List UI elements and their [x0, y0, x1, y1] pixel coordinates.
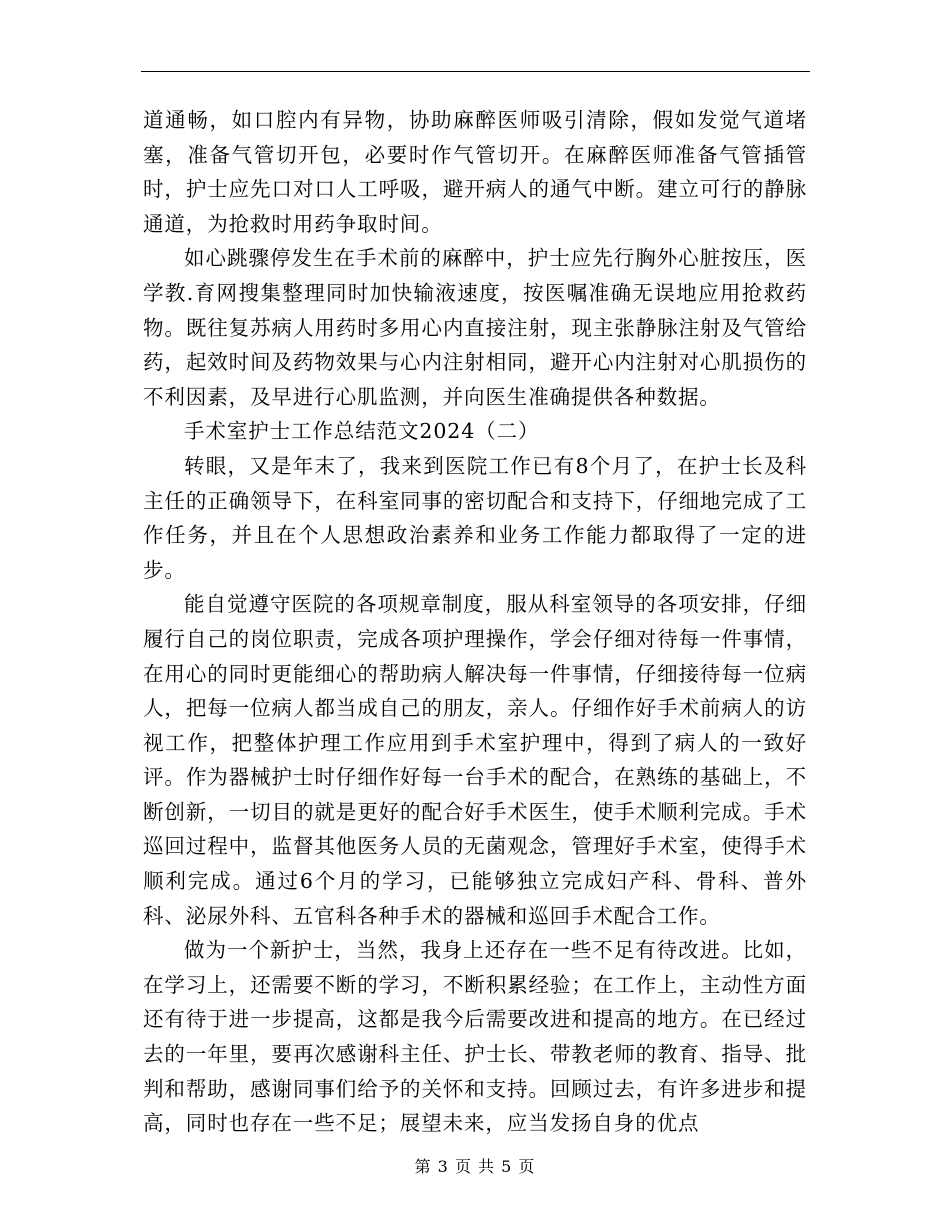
paragraph-continued: 道通畅，如口腔内有异物，协助麻醉医师吸引清除，假如发觉气道堵塞，准备气管切开包，必要时作气管切开。在麻醉医师准备气管插管时，护士应先口对口人工呼吸，避开病人的通气中断。建立可行的静脉通道，为抢救时用药争取时间。 [143, 108, 807, 236]
paragraph-duties: 能自觉遵守医院的各项规章制度，服从科室领导的各项安排，仔细履行自己的岗位职责，完成各项护理操作，学会仔细对待每一件事情，在用心的同时更能细心的帮助病人解决每一件事情，仔细接待每一位病人，把每一位病人都当成自己的朋友，亲人。仔细作好手术前病人的访视工作，把整体护理工作应用到手术室护理中，得到了病人的一致好评。作为器械护士时仔细作好每一台手术的配合，在熟练的基础上，不断创新，一切目的就是更好的配合好手术医生，使手术顺利完成。手术巡回过程中，监督其他医务人员的无菌观念，管理好手术室，使得手术顺利完成。通过6个月的学习，已能够独立完成妇产科、骨科、普外科、泌尿外科、五官科各种手术的器械和巡回手术配合工作。 [143, 592, 807, 928]
header-rule [141, 71, 810, 72]
page-number-footer: 第 3 页 共 5 页 [414, 1157, 536, 1176]
paragraph-cardiac-arrest: 如心跳骤停发生在手术前的麻醉中，护士应先行胸外心脏按压，医学教.育网搜集整理同时加快输液速度，按医嘱准确无误地应用抢救药物。既往复苏病人用药时多用心内直接注射，现主张静脉注射及气管给药，起效时间及药物效果与心内注射相同，避开心内注射对心肌损伤的不利因素，及早进行心肌监测，并向医生准确提供各种数据。 [143, 246, 807, 409]
paragraph-improvements: 做为一个新护士，当然，我身上还存在一些不足有待改进。比如，在学习上，还需要不断的学习，不断积累经验；在工作上，主动性方面还有待于进一步提高，这都是我今后需要改进和提高的地方。在已经过去的一年里，要再次感谢科主任、护士长、带教老师的教育、指导、批判和帮助，感谢同事们给予的关怀和支持。回顾过去，有许多进步和提高，同时也存在一些不足；展望未来，应当发扬自身的优点 [143, 938, 807, 1136]
paragraph-intro: 转眼，又是年末了，我来到医院工作已有8个月了，在护士长及科主任的正确领导下，在科室同事的密切配合和支持下，仔细地完成了工作任务，并且在个人思想政治素养和业务工作能力都取得了一定的进步。 [143, 453, 807, 582]
document-body [143, 103, 807, 1141]
section-heading: 手术室护士工作总结范文2024（二） [184, 419, 540, 444]
